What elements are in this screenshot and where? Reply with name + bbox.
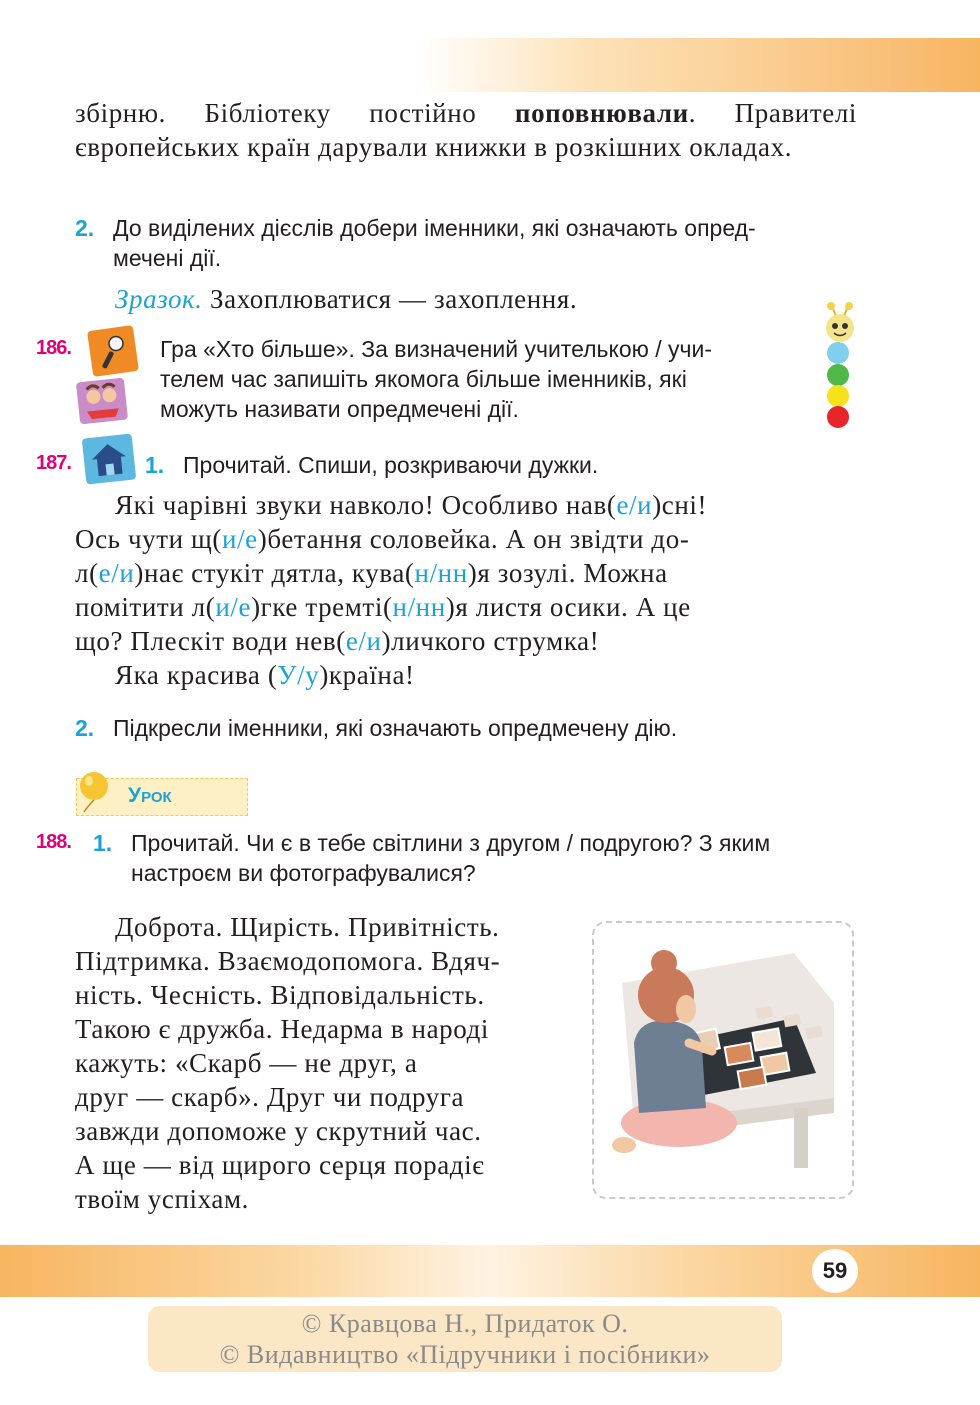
ex188-text-line: Підтримка. Взаємодопомога. Вдяч- <box>75 946 501 976</box>
bracket-choice: е/и <box>98 558 135 588</box>
ex187-last-line: Яка красива (У/у)країна! <box>115 660 415 690</box>
ex188-text-line: твоїм успіхам. <box>75 1184 249 1214</box>
bracket-choice: н/нн <box>392 592 446 622</box>
ex187-paragraph <box>75 488 857 692</box>
ex188-text <box>75 910 565 1216</box>
kids-reading-card-icon <box>76 378 128 425</box>
sample-text: Захоплюватися — захоплення. <box>202 284 578 314</box>
top-decor-band <box>420 38 980 92</box>
ex188-task1-text <box>131 828 866 888</box>
task2a-line1: До виділених дієслів добери іменники, які означають опред- <box>113 215 756 241</box>
sample-label: Зразок. <box>115 284 203 314</box>
ex188-text-line: кажуть: «Скарб — не друг, а <box>75 1048 418 1078</box>
intro-text-1: збірню. Бібліотеку постійно <box>75 98 515 128</box>
copyright-box <box>148 1306 782 1372</box>
task2a-line2: мечені дії. <box>113 245 222 271</box>
ex188-text-line: А ще — від щирого серця порадіє <box>75 1150 485 1180</box>
ex187-line: що? Плескіт води нев(е/и)личкого струмка! <box>75 626 600 656</box>
girl-with-photos-illustration <box>592 921 854 1199</box>
bracket-choice: е/и <box>345 626 382 656</box>
house-card-icon <box>82 434 137 485</box>
ex188-text-line: Такою є дружба. Недарма в народі <box>75 1014 490 1044</box>
copyright-line1: © Кравцова Н., Придаток О. <box>301 1309 629 1338</box>
ex188-text-line: завжди допоможе у скрутний час. <box>75 1116 482 1146</box>
microphone-card-icon <box>87 325 139 377</box>
ex187-number: 187. <box>36 452 71 474</box>
balloon-icon <box>74 770 112 810</box>
ex187-task1-text: Прочитай. Спиши, розкриваючи дужки. <box>183 452 599 478</box>
ex188-text-line: ність. Чесність. Відповідальність. <box>75 980 485 1010</box>
ex188-task1-number: 1. <box>93 830 113 856</box>
ex188-text-line: друг — скарб». Друг чи подруга <box>75 1082 465 1112</box>
ex187-line: помітити л(и/е)гке тремті(н/нн)я листя осики. А це <box>75 592 691 622</box>
lesson-label: Урок <box>128 784 172 807</box>
ex186-text <box>160 334 794 424</box>
intro-text-2: . Правителі європейських країн дарували книжки в розкішних окладах. <box>75 98 857 162</box>
ex187-task1-number: 1. <box>145 452 165 478</box>
ex186-line1: Гра «Хто більше». За визначений учителькою / учи- <box>160 336 713 362</box>
ex186-number: 186. <box>36 337 71 359</box>
ex187-line: Які чарівні звуки навколо! Особливо нав(е/и)сні! <box>115 490 708 520</box>
task2a-number: 2. <box>75 215 95 241</box>
page-number: 59 <box>812 1249 858 1293</box>
ex186-line2: телем час запишіть якомога більше іменників, які <box>160 366 687 392</box>
sample-line <box>115 282 577 316</box>
ex186-line3: можуть називати опредмечені дії. <box>160 396 519 422</box>
ex187-task2-number: 2. <box>75 715 95 741</box>
ex187-line: л(е/и)нає стукіт дятла, кува(н/нн)я зозулі. Можна <box>75 558 668 588</box>
ex187-task2-text: Підкресли іменники, які означають опредмечену дію. <box>113 715 678 741</box>
intro-paragraph <box>75 96 857 164</box>
ex188-line1: Прочитай. Чи є в тебе світлини з другом / подругою? З яким <box>131 830 771 856</box>
copyright-line2: © Видавництво «Підручники і посібники» <box>219 1340 711 1369</box>
bracket-choice: У/у <box>277 660 320 690</box>
ex188-text-line: Доброта. Щирість. Привітність. <box>115 912 500 942</box>
bracket-choice: и/е <box>222 524 258 554</box>
ex187-line: Ось чути щ(и/е)бетання соловейка. А он звідти до- <box>75 524 690 554</box>
task2a-text <box>113 213 858 273</box>
bracket-choice: и/е <box>215 592 252 622</box>
caterpillar-icon <box>814 300 866 430</box>
bracket-choice: н/нн <box>414 558 468 588</box>
ex188-line2: настроєм ви фотографувалися? <box>131 860 476 886</box>
ex188-number: 188. <box>36 831 71 853</box>
bracket-choice: е/и <box>616 490 653 520</box>
intro-bold-word: поповнювали <box>514 98 689 128</box>
